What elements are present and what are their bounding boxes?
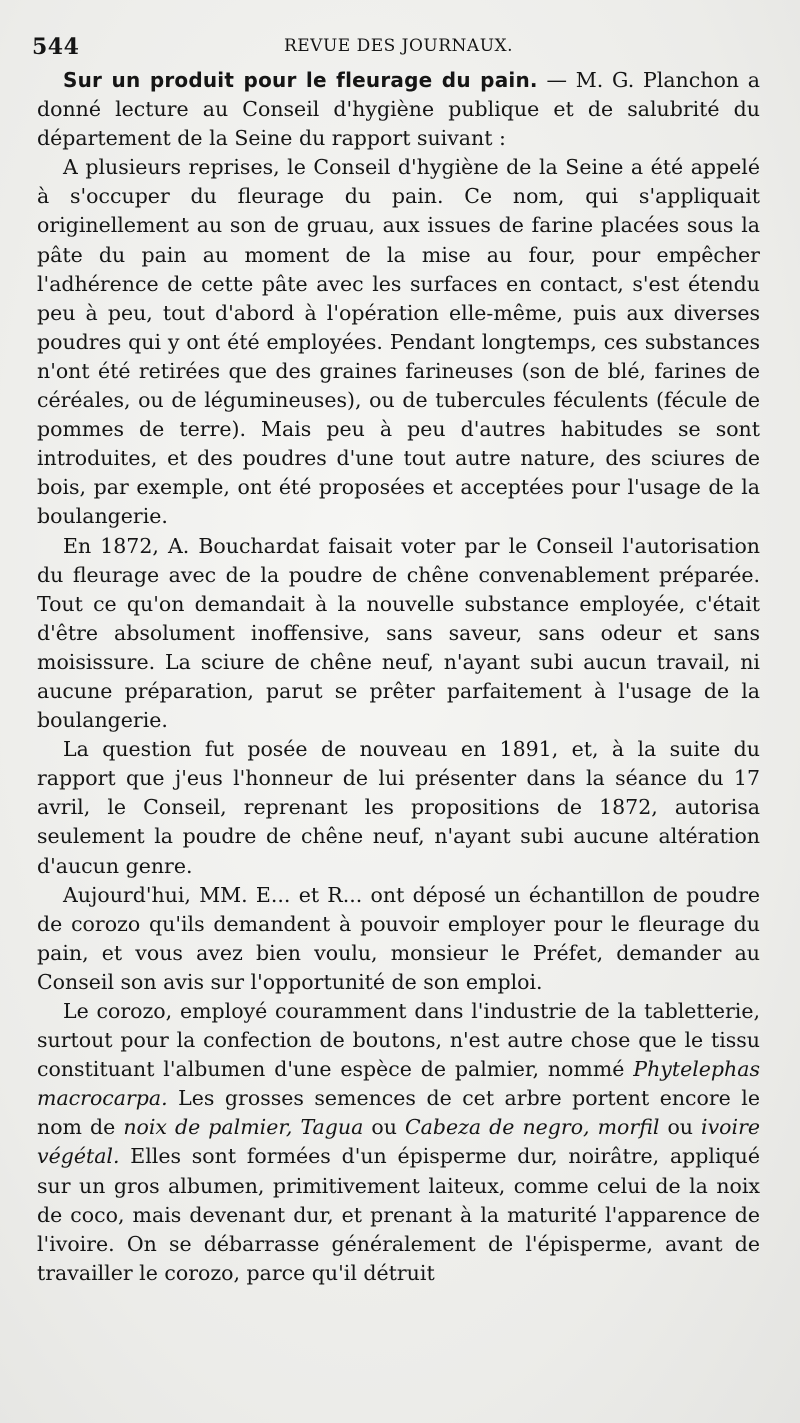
- journal-title: REVUE DES JOURNAUX.: [283, 36, 514, 56]
- running-head: [32, 32, 760, 66]
- vernacular-name-1: noix de palmier,: [123, 1115, 293, 1140]
- vernacular-name-5: ivoire végétal.: [37, 1115, 761, 1169]
- article-body: [37, 66, 760, 1288]
- paragraph-2: En 1872, A. Bouchardat faisait voter par le Conseil l'autorisation du fleurage avec de la poudre de chêne convenablement préparée. Tout ce qu'on demandait à la nouvelle substance employée, c'était d'être absolument inoffensive, sans saveur, sans odeur et sans moisissure. La sciure de chêne neuf, n'ayant subi aucun travail, ni aucune préparation, parut se prêter parfaitement à l'usage de la boulangerie.: [37, 533, 760, 733]
- paragraph-3: La question fut posée de nouveau en 1891, et, à la suite du rapport que j'eus l'honneur de lui présenter dans la séance du 17 avril, le Conseil, reprenant les propositions de 1872, autorisa seulement la poudre de chêne neuf, n'ayant subi aucune altération d'aucun genre.: [37, 737, 760, 878]
- article-heading: Sur un produit pour le fleurage du pain.: [63, 68, 538, 92]
- vernacular-name-4: morfil: [597, 1115, 660, 1140]
- paragraph-1: A plusieurs reprises, le Conseil d'hygiène de la Seine a été appelé à s'occuper du fleurage du pain. Ce nom, qui s'appliquait originellement au son de gruau, aux issues de farine placées sous la pâte du pain au moment de la mise au four, pour empêcher l'adhérence de cette pâte avec les surfaces en contact, s'est étendu peu à peu, tout d'abord à l'opération elle-même, puis aux diverses poudres qui y ont été employées. Pendant longtemps, ces substances n'ont été retirées que des graines farineuses (son de blé, farines de céréales, ou de légumineuses), ou de tubercules féculents (fécule de pommes de terre). Mais peu à peu d'autres habitudes se sont introduites, et des poudres d'une tout autre nature, des sciures de bois, par exemple, ont été proposées et acceptées pour l'usage de la boulangerie.: [37, 155, 760, 529]
- p5-or-1: ou: [363, 1115, 405, 1140]
- vernacular-name-3: Cabeza de negro,: [404, 1115, 590, 1140]
- p5-text-a: Le corozo, employé couramment dans l'industrie de la tabletterie, surtout pour la confection de boutons, n'est autre chose que le tissu constituant l'albumen d'une espèce de palmier, nommé: [37, 999, 760, 1082]
- article-lead-paragraph: [37, 66, 760, 153]
- page-number: 544: [32, 34, 80, 60]
- paragraph-4: Aujourd'hui, MM. E... et R... ont déposé un échantillon de poudre de corozo qu'ils demandent à pouvoir employer pour le fleurage du pain, et vous avez bien voulu, monsieur le Préfet, demander au Conseil son avis sur l'opportunité de son emploi.: [37, 882, 760, 994]
- p5-text-b: Les grosses semences de cet arbre portent encore le nom de: [37, 1086, 760, 1140]
- p5-or-2: ou: [659, 1115, 702, 1140]
- paragraph-5: [37, 997, 760, 1288]
- species-name: Phytelephas macrocarpa.: [37, 1057, 760, 1111]
- p5-text-c: Elles sont formées d'un épisperme dur, noirâtre, appliqué sur un gros albumen, primitivement laiteux, comme celui de la noix de coco, mais devenant dur, et prenant à la maturité l'apparence de l'ivoire. On se débarrasse généralement de l'épisperme, avant de travailler le corozo, parce qu'il détruit: [37, 1144, 760, 1285]
- lead-text: — M. G. Planchon a donné lecture au Conseil d'hygiène publique et de salubrité du département de la Seine du rapport suivant :: [37, 68, 760, 151]
- vernacular-name-2: Tagua: [300, 1115, 364, 1140]
